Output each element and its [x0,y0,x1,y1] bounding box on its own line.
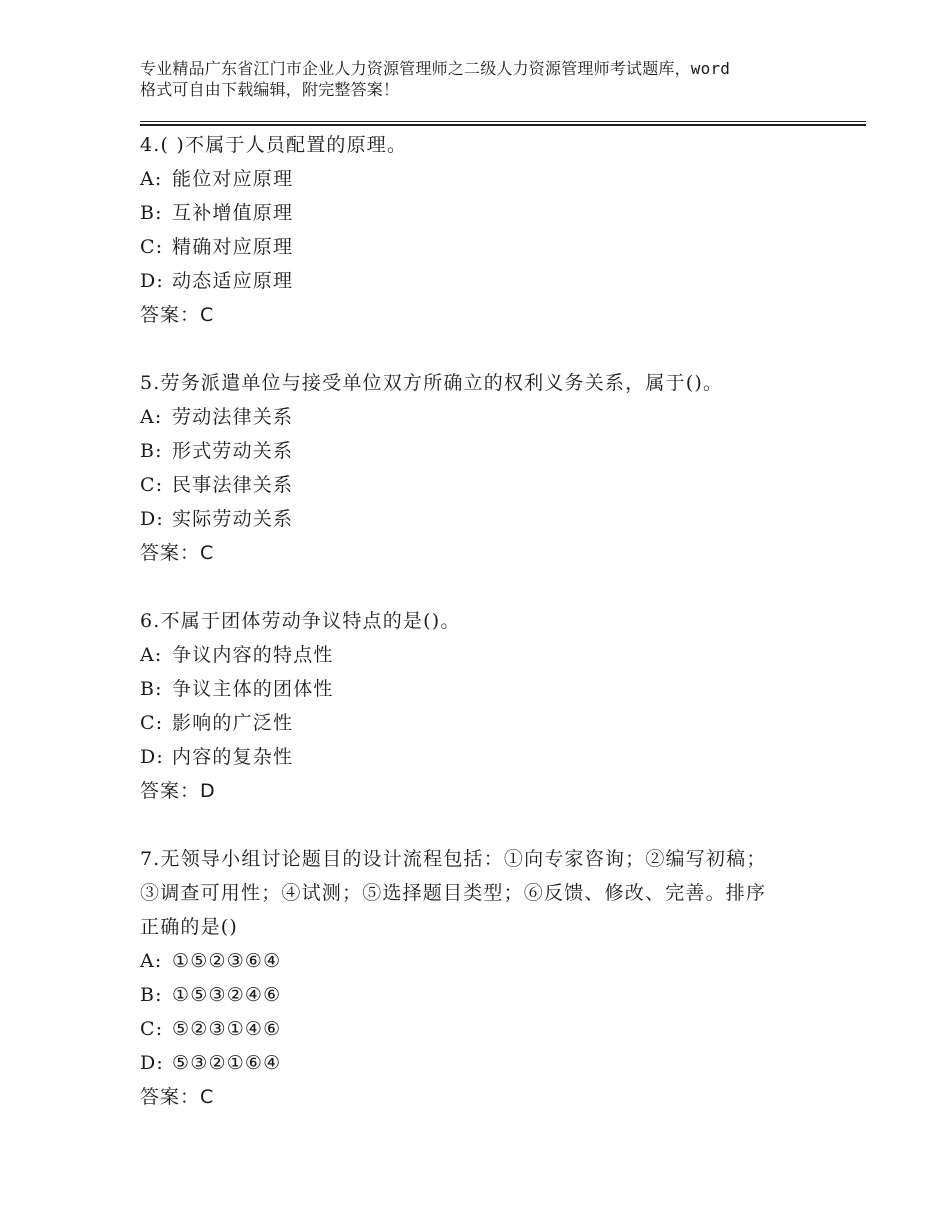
option-text: ①⑤②③⑥④ [172,950,282,972]
option-letter: C: [140,712,164,734]
option-text: 民事法律关系 [172,474,294,496]
option-a [140,944,780,978]
question-text: 5.劳务派遣单位与接受单位双方所确立的权利义务关系，属于()。 [140,372,724,394]
option-letter: A: [140,168,163,190]
spacer [140,570,780,604]
option-letter: B: [140,678,163,700]
option-text: 影响的广泛性 [172,712,294,734]
option-text: 能位对应原理 [172,168,294,190]
option-text: ①⑤③②④⑥ [172,984,282,1006]
option-text: 内容的复杂性 [172,746,294,768]
header-line-2: 格式可自由下载编辑，附完整答案！ [140,80,400,99]
option-text: 实际劳动关系 [172,508,294,530]
question-text: 4.( )不属于人员配置的原理。 [140,134,408,156]
question-5 [140,366,780,570]
option-c [140,230,780,264]
option-text: 争议主体的团体性 [172,678,334,700]
option-text: 争议内容的特点性 [172,644,334,666]
option-letter: C: [140,1018,164,1040]
option-text: 精确对应原理 [172,236,294,258]
answer-label: 答案：C [140,542,215,564]
question-text: 6.不属于团体劳动争议特点的是()。 [140,610,461,632]
option-c [140,1012,780,1046]
option-c [140,706,780,740]
option-letter: B: [140,984,163,1006]
option-letter: B: [140,440,163,462]
option-b [140,196,780,230]
option-b [140,434,780,468]
option-letter: A: [140,644,163,666]
header-divider-thin [140,121,866,122]
option-a [140,162,780,196]
spacer [140,332,780,366]
option-text: 互补增值原理 [172,202,294,224]
question-text: 7.无领导小组讨论题目的设计流程包括：①向专家咨询；②编写初稿；③调查可用性；④试测；⑤选择题目类型；⑥反馈、修改、完善。排序正确的是() [140,848,767,938]
option-d [140,264,780,298]
option-letter: D: [140,746,165,768]
option-letter: D: [140,508,165,530]
header-divider-thick [140,124,866,126]
option-letter: B: [140,202,163,224]
document-header [140,58,840,100]
option-letter: D: [140,270,165,292]
option-text: ⑤③②①⑥④ [172,1052,282,1074]
answer-label: 答案：C [140,304,215,326]
option-a [140,400,780,434]
option-c [140,468,780,502]
option-d [140,1046,780,1080]
answer-label: 答案：D [140,780,216,802]
question-list [140,128,780,1114]
option-letter: A: [140,950,163,972]
header-line-1: 专业精品广东省江门市企业人力资源管理师之二级人力资源管理师考试题库，word [140,59,731,78]
option-letter: A: [140,406,163,428]
option-d [140,740,780,774]
option-b [140,672,780,706]
option-letter: C: [140,236,164,258]
option-a [140,638,780,672]
option-d [140,502,780,536]
option-text: 形式劳动关系 [172,440,294,462]
option-text: 动态适应原理 [172,270,294,292]
answer-label: 答案：C [140,1086,215,1108]
option-text: ⑤②③①④⑥ [172,1018,282,1040]
option-text: 劳动法律关系 [172,406,294,428]
question-4 [140,128,780,332]
option-letter: D: [140,1052,165,1074]
option-b [140,978,780,1012]
spacer [140,808,780,842]
option-letter: C: [140,474,164,496]
question-7 [140,842,780,1114]
question-6 [140,604,780,808]
